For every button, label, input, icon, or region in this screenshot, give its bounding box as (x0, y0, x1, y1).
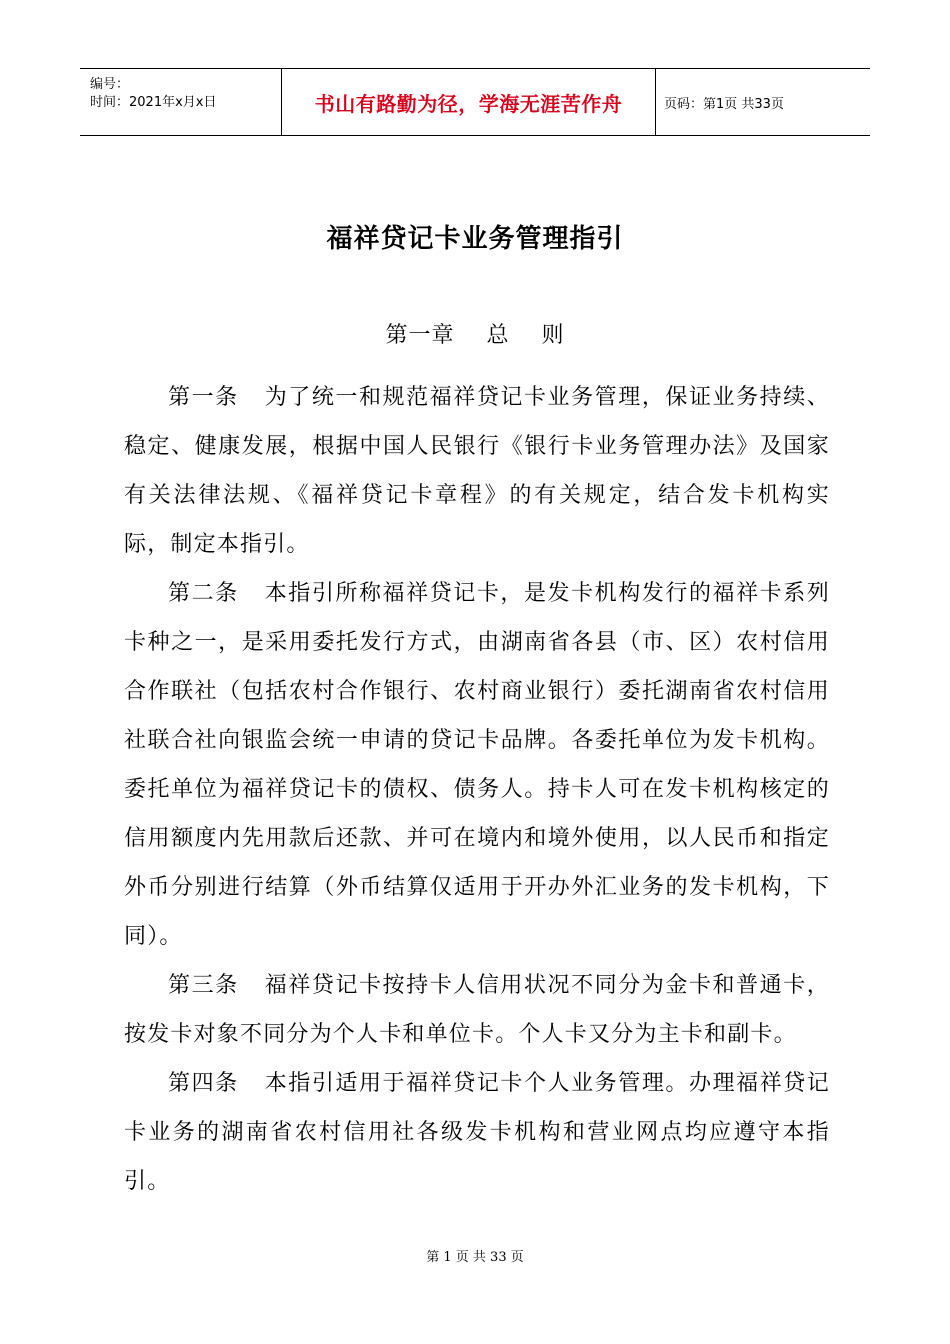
chapter-heading: 第一章 总 则 (385, 323, 565, 348)
article-paragraph (124, 1059, 830, 1206)
article-text: 为了统一和规范福祥贷记卡业务管理，保证业务持续、稳定、健康发展，根据中国人民银行《银行卡业务管理办法》及国家有关法律法规、《福祥贷记卡章程》的有关规定，结合发卡机构实际，制定本指引。 (124, 385, 830, 557)
article-number: 第二条 (168, 581, 239, 606)
article-paragraph (124, 373, 830, 569)
article-number: 第三条 (168, 973, 239, 998)
document-title: 福祥贷记卡业务管理指引 (326, 224, 624, 254)
serial-number-label: 编号： (90, 77, 130, 92)
time-label: 时间：2021年x月x日 (90, 95, 217, 110)
header-motto-cell (282, 69, 656, 135)
article-number: 第一条 (168, 385, 239, 410)
document-body (124, 373, 830, 1206)
header-page-cell (656, 69, 870, 135)
header-meta-cell (80, 69, 282, 135)
article-text: 本指引适用于福祥贷记卡个人业务管理。办理福祥贷记卡业务的湖南省农村信用社各级发卡机构和营业网点均应遵守本指引。 (124, 1071, 830, 1194)
header-page-info: 页码：第1页 共33页 (664, 96, 784, 112)
article-text: 福祥贷记卡按持卡人信用状况不同分为金卡和普通卡，按发卡对象不同分为个人卡和单位卡。个人卡又分为主卡和副卡。 (124, 973, 830, 1047)
article-number: 第四条 (168, 1071, 239, 1096)
article-paragraph (124, 961, 830, 1059)
header-motto: 书山有路勤为径，学海无涯苦作舟 (314, 91, 623, 116)
page-header (80, 68, 870, 136)
article-paragraph (124, 569, 830, 961)
article-text: 本指引所称福祥贷记卡，是发卡机构发行的福祥卡系列卡种之一，是采用委托发行方式，由湖南省各县（市、区）农村信用合作联社（包括农村合作银行、农村商业银行）委托湖南省农村信用社联合社向银监会统一申请的贷记卡品牌。各委托单位为发卡机构。委托单位为福祥贷记卡的债权、债务人。持卡人可在发卡机构核定的信用额度内先用款后还款、并可在境内和境外使用，以人民币和指定外币分别进行结算（外币结算仅适用于开办外汇业务的发卡机构，下同）。 (124, 581, 830, 949)
page-footer: 第 1 页 共 33 页 (426, 1250, 524, 1265)
